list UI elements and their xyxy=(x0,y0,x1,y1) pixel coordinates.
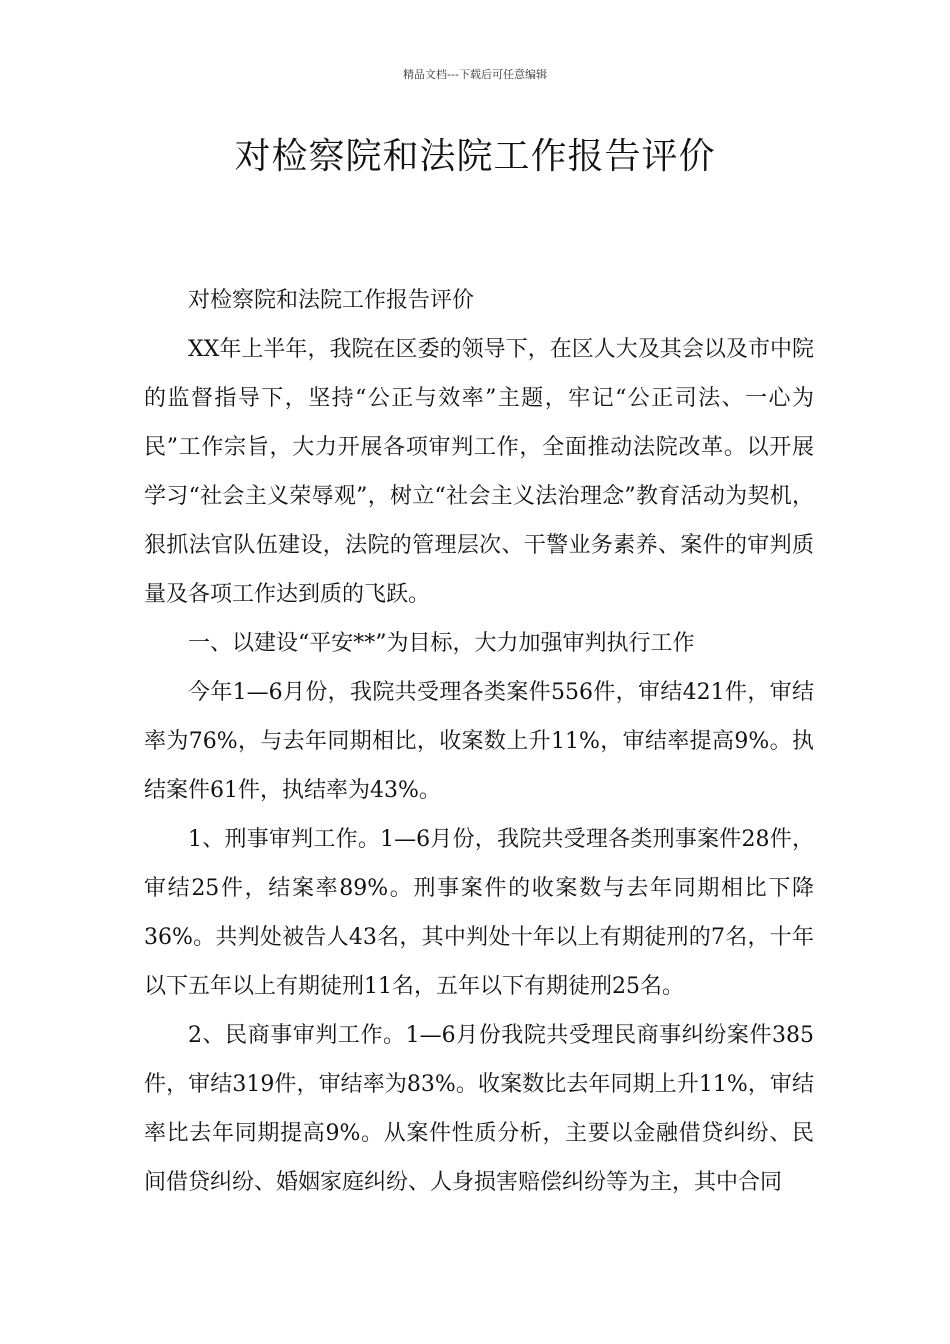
section-heading: 一、以建设“平安**”为目标，大力加强审判执行工作 xyxy=(188,631,695,656)
document-title: 对检察院和法院工作报告评价 xyxy=(234,136,716,177)
criminal-trial-paragraph: 1、刑事审判工作。1—6月份，我院共受理各类刑事案件28件，审结25件，结案率89%。刑事案件的收案数与去年同期相比下降36%。共判处被告人43名，其中判处十年以上有期徒刑的7名，十年以下五年以上有期徒刑11名，五年以下有期徒刑25名。 xyxy=(144,827,814,999)
subtitle-paragraph: 对检察院和法院工作报告评价 xyxy=(188,288,475,313)
document-body xyxy=(144,276,814,1207)
statistics-paragraph: 今年1—6月份，我院共受理各类案件556件，审结421件，审结率为76%，与去年同期相比，收案数上升11%，审结率提高9%。执结案件61件，执结率为43%。 xyxy=(144,680,814,803)
header-note: 精品文档---下载后可任意编辑 xyxy=(403,68,547,81)
intro-paragraph: XX年上半年，我院在区委的领导下，在区人大及其会以及市中院的监督指导下，坚持“公正与效率”主题，牢记“公正司法、一心为民”工作宗旨，大力开展各项审判工作，全面推动法院改革。以开展学习“社会主义荣辱观”，树立“社会主义法治理念”教育活动为契机，狠抓法官队伍建设，法院的管理层次、干警业务素养、案件的审判质量及各项工作达到质的飞跃。 xyxy=(144,337,814,607)
civil-trial-paragraph: 2、民商事审判工作。1—6月份我院共受理民商事纠纷案件385件，审结319件，审结率为83%。收案数比去年同期上升11%，审结率比去年同期提高9%。从案件性质分析，主要以金融借贷纠纷、民间借贷纠纷、婚姻家庭纠纷、人身损害赔偿纠纷等为主，其中合同 xyxy=(144,1023,814,1195)
